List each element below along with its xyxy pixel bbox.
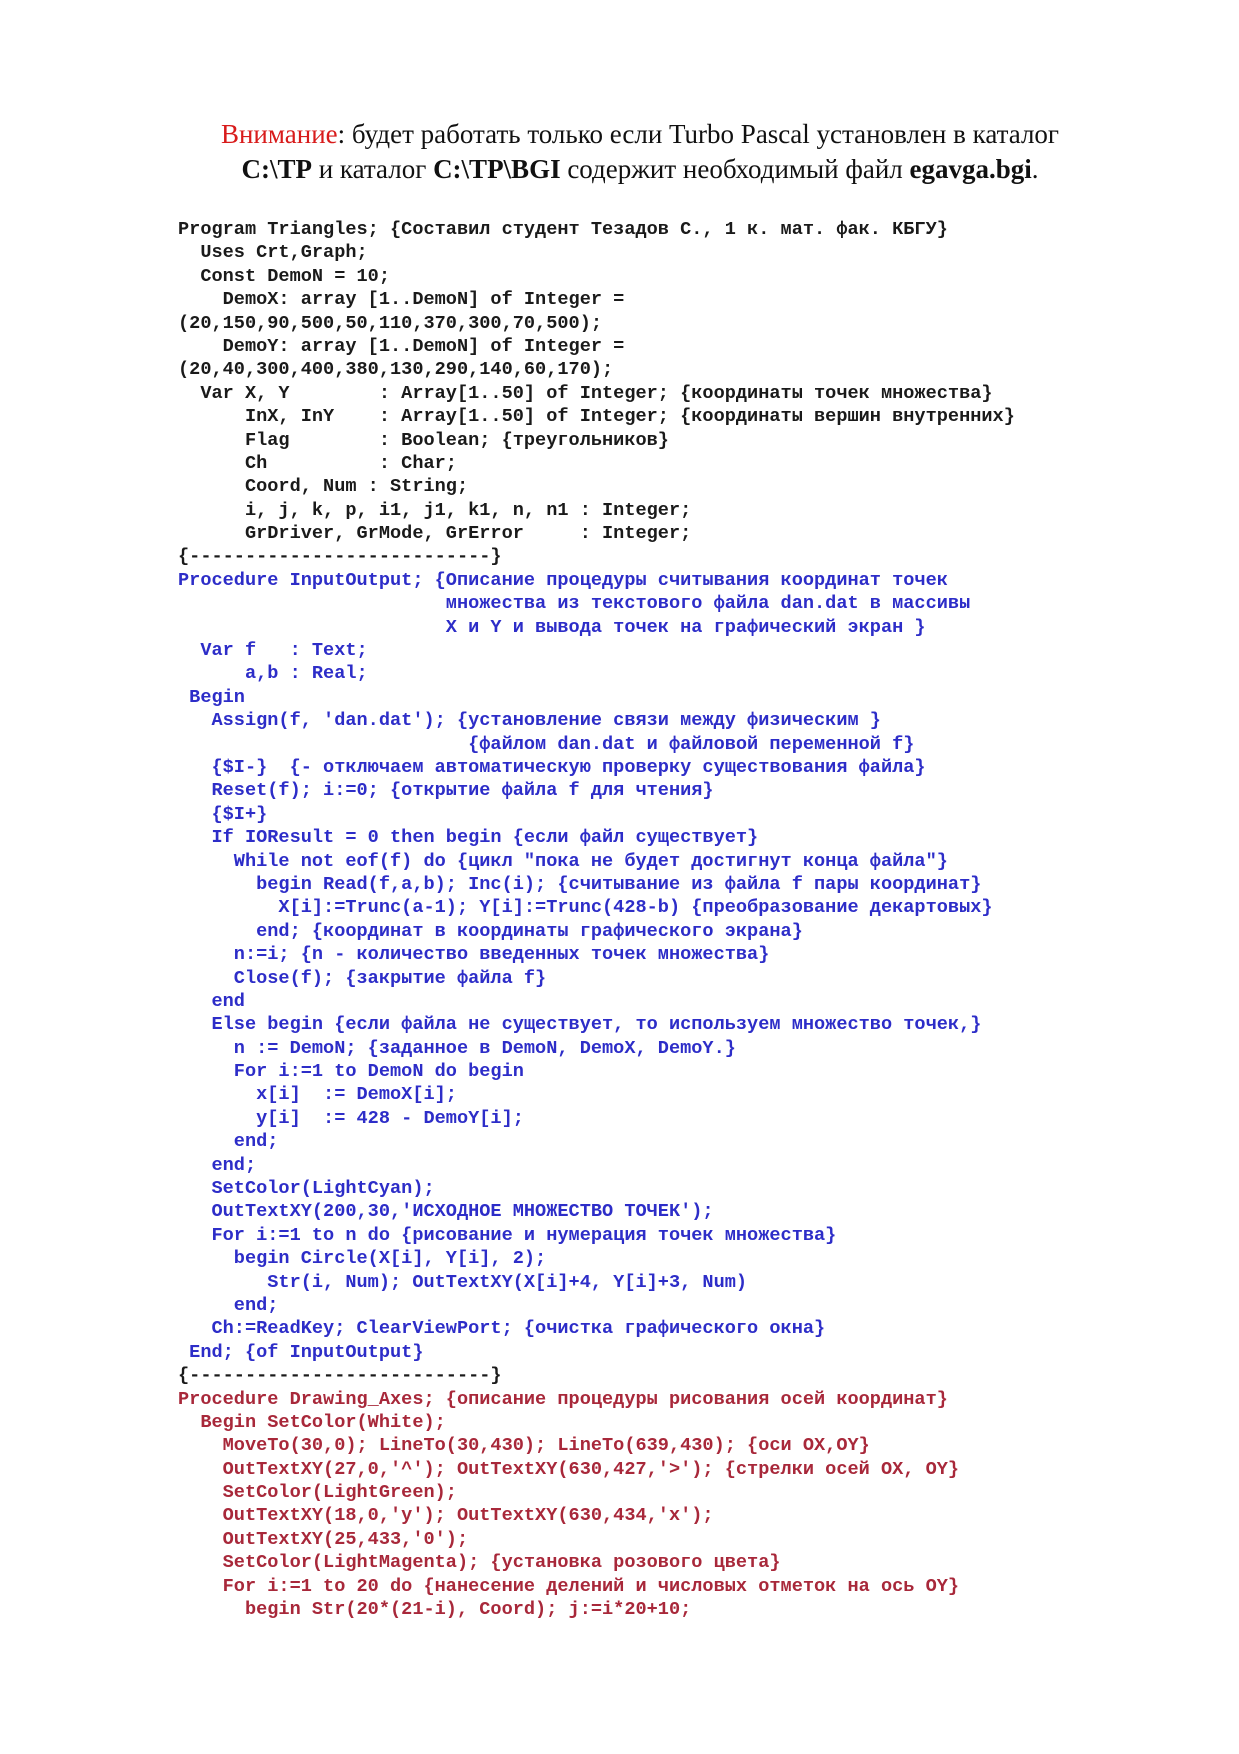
code-line: Flag : Boolean; {треугольников}	[178, 429, 669, 451]
code-line: OutTextXY(200,30,'ИСХОДНОЕ МНОЖЕСТВО ТОЧЕК');	[178, 1201, 714, 1223]
code-line: y[i] := 428 - DemoY[i];	[178, 1107, 524, 1129]
code-line: Program Triangles; {Составил студент Тезадов С., 1 к. мат. фак. КБГУ}	[178, 219, 948, 240]
code-line: {---------------------------}	[178, 1365, 502, 1387]
code-line: Var X, Y : Array[1..50] of Integer; {координаты точек множества}	[178, 382, 993, 404]
code-line: Reset(f); i:=0; {открытие файла f для чтения}	[178, 780, 714, 802]
code-line: Ch : Char;	[178, 452, 457, 474]
code-line: Uses Crt,Graph;	[178, 242, 368, 264]
code-line: SetColor(LightGreen);	[178, 1482, 457, 1504]
code-line: DemoX: array [1..DemoN] of Integer =	[178, 289, 625, 311]
code-line: InX, InY : Array[1..50] of Integer; {координаты вершин внутренних}	[178, 406, 1015, 428]
code-line: End; {of InputOutput}	[178, 1341, 424, 1363]
code-line: Begin	[178, 686, 245, 708]
code-line: OutTextXY(18,0,'y'); OutTextXY(630,434,'x');	[178, 1505, 714, 1527]
code-line: If IOResult = 0 then begin {если файл существует}	[178, 827, 759, 849]
code-line: X и Y и вывода точек на графический экран }	[178, 616, 926, 638]
code-line: {$I+}	[178, 803, 268, 825]
code-line: n := DemoN; {заданное в DemoN, DemoX, DemoY.}	[178, 1037, 736, 1059]
code-line: a,b : Real;	[178, 663, 368, 685]
code-line: end; {координат в координаты графического экрана}	[178, 920, 803, 942]
code-line: For i:=1 to 20 do {нанесение делений и числовых отметок на ось OY}	[178, 1575, 960, 1597]
code-line: end;	[178, 1294, 279, 1316]
notice-text-1: : будет работать только если Turbo Pascal установлен в каталог	[337, 119, 1060, 149]
code-line: Close(f); {закрытие файла f}	[178, 967, 547, 989]
code-line: begin Read(f,a,b); Inc(i); {считывание из файла f пары координат}	[178, 873, 982, 895]
code-line: For i:=1 to DemoN do begin	[178, 1061, 524, 1083]
code-line: x[i] := DemoX[i];	[178, 1084, 457, 1106]
code-line: {---------------------------}	[178, 546, 502, 568]
code-listing	[178, 218, 1218, 1621]
warning-notice	[160, 117, 1120, 187]
code-line: OutTextXY(27,0,'^'); OutTextXY(630,427,'>'); {стрелки осей OX, OY}	[178, 1458, 960, 1480]
code-line: Begin SetColor(White);	[178, 1411, 446, 1433]
code-line: end	[178, 990, 245, 1012]
code-line: множества из текстового файла dan.dat в массивы	[178, 593, 971, 615]
warning-word: Внимание	[220, 119, 338, 149]
code-line: i, j, k, p, i1, j1, k1, n, n1 : Integer;	[178, 499, 692, 521]
code-line: {файлом dan.dat и файловой переменной f}	[178, 733, 915, 755]
code-line: DemoY: array [1..DemoN] of Integer =	[178, 335, 625, 357]
code-line: Procedure InputOutput; {Описание процедуры считывания координат точек	[178, 569, 948, 591]
code-line: Str(i, Num); OutTextXY(X[i]+4, Y[i]+3, Num)	[178, 1271, 748, 1293]
code-line: OutTextXY(25,433,'0');	[178, 1528, 469, 1550]
code-line: GrDriver, GrMode, GrError : Integer;	[178, 523, 692, 545]
notice-path-bgi: C:\TP\BGI	[433, 154, 561, 184]
code-line: While not eof(f) do {цикл "пока не будет достигнут конца файла"}	[178, 850, 948, 872]
code-line: (20,40,300,400,380,130,290,140,60,170);	[178, 359, 614, 381]
notice-path-tp: C:\TP	[241, 154, 312, 184]
notice-text-4: .	[1031, 154, 1039, 184]
code-line: {$I-} {- отключаем автоматическую проверку существования файла}	[178, 756, 926, 778]
code-line: Var f : Text;	[178, 640, 368, 662]
code-line: begin Str(20*(21-i), Coord); j:=i*20+10;	[178, 1599, 692, 1621]
code-line: Coord, Num : String;	[178, 476, 469, 498]
code-line: X[i]:=Trunc(a-1); Y[i]:=Trunc(428-b) {преобразование декартовых}	[178, 897, 993, 919]
notice-text-3: содержит необходимый файл	[560, 154, 910, 184]
code-line: Else begin {если файла не существует, то используем множество точек,}	[178, 1014, 982, 1036]
code-line: (20,150,90,500,50,110,370,300,70,500);	[178, 312, 603, 334]
code-line: SetColor(LightMagenta); {установка розового цвета}	[178, 1552, 781, 1574]
code-line: n:=i; {n - количество введенных точек множества}	[178, 944, 770, 966]
code-line: end;	[178, 1131, 279, 1153]
notice-text-2: и каталог	[311, 154, 434, 184]
code-line: SetColor(LightCyan);	[178, 1178, 435, 1200]
code-line: end;	[178, 1154, 257, 1176]
code-line: For i:=1 to n do {рисование и нумерация точек множества}	[178, 1224, 837, 1246]
code-line: MoveTo(30,0); LineTo(30,430); LineTo(639,430); {оси OX,OY}	[178, 1435, 870, 1457]
code-line: Procedure Drawing_Axes; {описание процедуры рисования осей координат}	[178, 1388, 948, 1410]
code-line: Ch:=ReadKey; ClearViewPort; {очистка графического окна}	[178, 1318, 826, 1340]
code-line: Const DemoN = 10;	[178, 265, 391, 287]
notice-file-name: egavga.bgi	[909, 154, 1032, 184]
code-line: begin Circle(X[i], Y[i], 2);	[178, 1248, 547, 1270]
code-line: Assign(f, 'dan.dat'); {установление связи между физическим }	[178, 710, 881, 732]
